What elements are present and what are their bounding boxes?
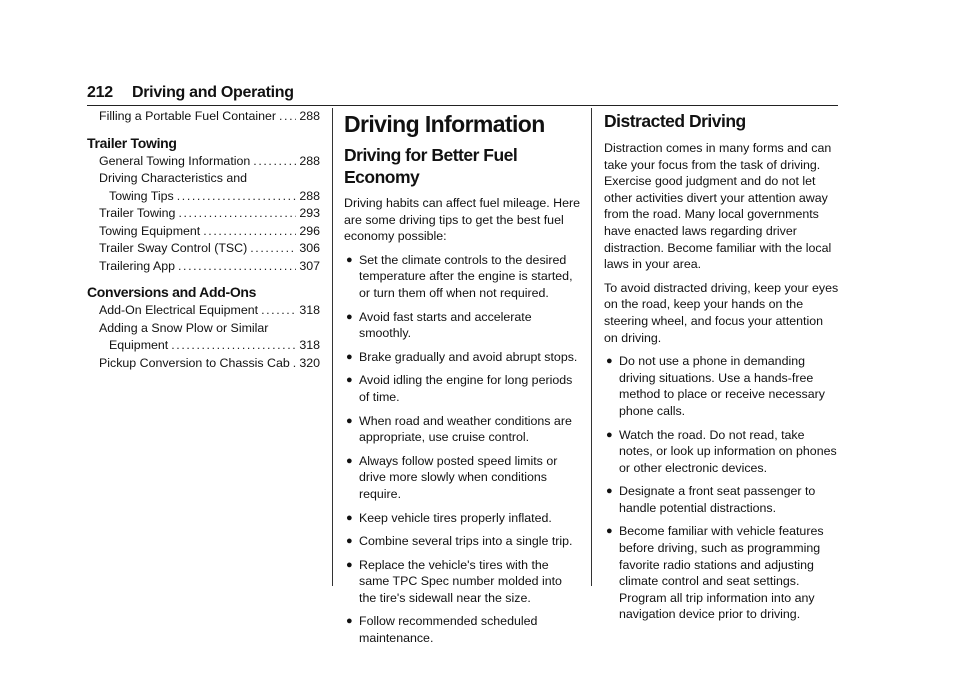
toc-entry-title: Trailer Sway Control (TSC) (99, 241, 248, 255)
list-item-text: Follow recommended scheduled maintenance. (359, 614, 538, 646)
fuel-economy-column (344, 110, 582, 654)
driving-information-heading: Driving Information (344, 111, 545, 137)
bullet-icon: ● (346, 535, 353, 548)
toc-entry-title: Pickup Conversion to Chassis Cab (99, 355, 290, 370)
toc-entry[interactable] (87, 205, 320, 223)
list-item (344, 349, 582, 366)
list-item (344, 252, 582, 302)
toc-entry[interactable] (87, 258, 320, 276)
toc-entry-continuation[interactable] (87, 337, 320, 355)
toc-leader-dots (178, 205, 296, 223)
page-header (87, 84, 838, 106)
list-item (604, 483, 840, 516)
toc-leader-dots (178, 258, 296, 276)
toc-entry[interactable] (87, 170, 320, 188)
toc-entry[interactable] (87, 355, 320, 373)
toc-entry-title-cont: Equipment (109, 338, 169, 352)
bullet-icon: ● (346, 374, 353, 387)
toc-entry-title: Trailer Towing (99, 206, 176, 220)
list-item-text: Watch the road. Do not read, take notes, or look up information on phones or other electronic devices. (619, 427, 837, 475)
toc-entry-title: Adding a Snow Plow or Similar (99, 320, 269, 335)
toc-leader-dots (171, 337, 296, 355)
toc-entry[interactable] (87, 153, 320, 171)
toc-group-heading: Conversions and Add-Ons (87, 284, 257, 300)
toc-entry-title: Driving Characteristics and (99, 171, 248, 185)
page-number: 212 (87, 84, 113, 101)
list-item-text: Brake gradually and avoid abrupt stops. (359, 349, 578, 364)
list-item (344, 557, 582, 607)
bullet-icon: ● (606, 525, 613, 538)
toc-entry-title: Towing Equipment (99, 223, 201, 238)
toc-entry-title: General Towing Information (99, 153, 251, 168)
list-item-text: Replace the vehicle's tires with the same TPC Spec number molded into the tire's sidewall near the size. (359, 557, 562, 605)
bullet-icon: ● (346, 454, 353, 467)
bullet-icon: ● (606, 355, 613, 368)
fuel-economy-intro: Driving habits can affect fuel mileage. Here are some driving tips to get the best fuel economy possible: (344, 196, 581, 244)
distracted-driving-tips-list (604, 353, 840, 623)
bullet-icon: ● (346, 558, 353, 571)
toc-entry-page: 288 (299, 109, 320, 123)
toc-entry[interactable] (87, 320, 320, 338)
distracted-driving-column (604, 110, 840, 630)
list-item (344, 613, 582, 646)
list-item-text: Avoid fast starts and accelerate smoothly. (359, 309, 532, 341)
bullet-icon: ● (606, 428, 613, 441)
toc-entry-page: 320 (299, 355, 320, 370)
list-item-text: Keep vehicle tires properly inflated. (359, 510, 552, 525)
list-item (604, 523, 840, 623)
toc-leader-dots (253, 153, 296, 171)
fuel-economy-tips-list (344, 252, 582, 647)
toc-entry-title: Add-On Electrical Equipment (99, 303, 259, 317)
list-item-text: Do not use a phone in demanding driving situations. Use a hands-free method to place or receive necessary phone calls. (619, 354, 825, 418)
list-item (344, 453, 582, 503)
column-divider (591, 108, 592, 586)
bullet-icon: ● (606, 485, 613, 498)
distracted-driving-para-2: To avoid distracted driving, keep your eyes on the road, keep your hands on the steering wheel, and focus your attention on driving. (604, 280, 839, 345)
list-item-text: Combine several trips into a single trip. (359, 534, 573, 549)
list-item (344, 309, 582, 342)
toc-entry-page: 296 (299, 223, 320, 238)
list-item-text: Set the climate controls to the desired temperature after the engine is started, or turn them off when not required. (359, 252, 573, 300)
list-item (344, 413, 582, 446)
toc-leader-dots (203, 223, 296, 241)
bullet-icon: ● (346, 615, 353, 628)
toc-entry-title: Trailering App (99, 258, 175, 273)
list-item-text: Become familiar with vehicle features before driving, such as programming favorite radio stations and adjusting climate control and seat settings. Program all trip information into any navigation device prior to driving. (619, 524, 824, 622)
toc-entry[interactable] (87, 240, 320, 258)
list-item-text: When road and weather conditions are appropriate, use cruise control. (359, 413, 572, 445)
list-item (344, 372, 582, 405)
list-item (344, 510, 582, 527)
list-item-text: Avoid idling the engine for long periods of time. (359, 373, 573, 404)
toc-leader-dots (261, 302, 296, 320)
bullet-icon: ● (346, 253, 353, 266)
toc-group-heading: Trailer Towing (87, 134, 177, 151)
toc-column (87, 108, 320, 372)
bullet-icon: ● (346, 511, 353, 524)
toc-entry-page: 288 (299, 188, 320, 203)
bullet-icon: ● (346, 414, 353, 427)
fuel-economy-heading: Driving for Better Fuel Economy (344, 145, 518, 187)
bullet-icon: ● (346, 310, 353, 323)
toc-entry-page: 306 (299, 241, 320, 255)
toc-entry-page: 318 (299, 303, 320, 317)
toc-entry-title: Filling a Portable Fuel Container (99, 109, 277, 123)
toc-leader-dots (177, 188, 297, 206)
toc-entry-title-cont: Towing Tips (109, 188, 174, 203)
toc-entry[interactable] (87, 108, 320, 126)
list-item (344, 533, 582, 550)
list-item-text: Designate a front seat passenger to handle potential distractions. (619, 484, 816, 515)
list-item-text: Always follow posted speed limits or drive more slowly when conditions require. (359, 453, 558, 501)
toc-entry-page: 288 (299, 153, 320, 168)
toc-entry-page: 293 (299, 206, 320, 220)
toc-leader-dots (279, 108, 296, 126)
bullet-icon: ● (346, 350, 353, 363)
column-divider (332, 108, 333, 586)
toc-entry[interactable] (87, 302, 320, 320)
toc-entry-continuation[interactable] (87, 188, 320, 206)
toc-entry-page: 307 (299, 258, 320, 273)
distracted-driving-heading: Distracted Driving (604, 111, 746, 131)
toc-entry-page: 318 (299, 338, 320, 352)
section-title: Driving and Operating (132, 84, 294, 101)
toc-leader-dots (250, 240, 296, 258)
list-item (604, 427, 840, 477)
list-item (604, 353, 840, 419)
distracted-driving-para-1: Distraction comes in many forms and can take your focus from the task of driving. Exercise good judgment and do not let other activities divert your attention away from the road. Many local governments have enacted laws regarding driver distraction. Become familiar with the local laws in your area. (604, 141, 832, 272)
toc-leader-dots (293, 355, 297, 373)
toc-entry[interactable] (87, 223, 320, 241)
